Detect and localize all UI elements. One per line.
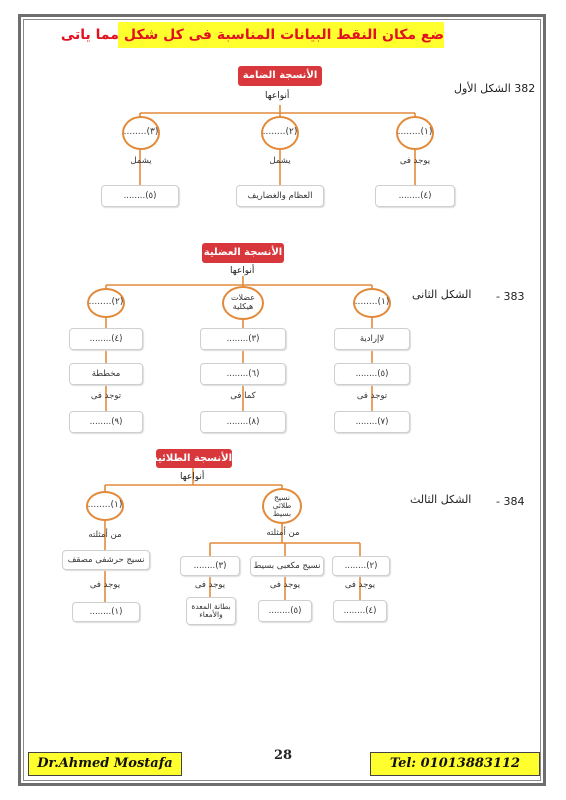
d1-circle-1: (١)........	[396, 116, 434, 150]
d3-answer-5: (٥)........	[258, 600, 312, 622]
question-382-label: 382 الشكل الأول	[454, 82, 536, 95]
author-box: Dr.Ahmed Mostafa	[28, 752, 182, 776]
d3-found-label-left: يوجد فى	[194, 580, 226, 590]
d3-example-3: (٣)........	[180, 556, 240, 576]
d1-edge-label-3: يشمل	[130, 156, 152, 166]
d2-row2-5: (٥)........	[334, 363, 410, 385]
d1-box-5: (٥)........	[101, 185, 179, 207]
d3-found-label-mid: يوجد فى	[269, 580, 301, 590]
d2-row3-9: (٩)........	[69, 411, 143, 433]
d2-row1-4: (٤)........	[69, 328, 143, 350]
d3-found-label-right: يوجد فى	[344, 580, 376, 590]
d2-edge-label-left: توجد فى	[90, 391, 122, 401]
d2-kinds-label: أنواعها	[230, 266, 255, 276]
d3-circle-1: (١)........	[86, 491, 124, 521]
d3-answer-stomach: بطانة المعدة والأمعاء	[186, 597, 236, 625]
d2-row2-striated: مخططة	[69, 363, 143, 385]
d3-answer-4: (٤)........	[333, 600, 387, 622]
d2-edge-label-right: توجد فى	[356, 391, 388, 401]
d3-example-2: (٢)........	[332, 556, 390, 576]
d2-edge-label-mid: كما فى	[230, 391, 256, 401]
d2-row1-involuntary: لاإرادية	[334, 328, 410, 350]
d3-right-edge-label: من أمثلته	[266, 528, 300, 538]
question-384-number: 384 -	[496, 495, 525, 508]
d1-box-bones: العظام والغضاريف	[236, 185, 324, 207]
d2-row3-8: (٨)........	[200, 411, 286, 433]
d2-row2-6: (٦)........	[200, 363, 286, 385]
d2-row1-3: (٣)........	[200, 328, 286, 350]
muscle-tissue-head: الأنسجة العضلية	[202, 243, 284, 263]
d3-kinds-label: أنواعها	[180, 472, 205, 482]
connective-tissue-head: الأنسجة الضامة	[238, 66, 322, 86]
question-384-label: الشكل الثالث	[410, 493, 472, 506]
d1-kinds-label: أنواعها	[265, 91, 290, 101]
d3-left-found-label: يوجد فى	[89, 580, 121, 590]
question-383-label: الشكل الثانى	[412, 288, 472, 301]
question-383-number: 383 -	[496, 290, 525, 303]
d1-edge-label-1: يوجد فى	[399, 156, 431, 166]
epithelial-tissue-head: الأنسجة الطلائية	[156, 449, 232, 468]
d3-example-cuboidal: نسيج مكعبى بسيط	[250, 556, 324, 576]
d3-circle-simple: نسيج طلائى بسيط	[262, 488, 302, 524]
d1-edge-label-2: يشمل	[269, 156, 291, 166]
phone-box: Tel: 01013883112	[370, 752, 540, 776]
d2-circle-1: (١)........	[353, 288, 391, 318]
d3-left-edge-label: من أمثلته	[88, 530, 122, 540]
d3-left-answer-1: (١)........	[72, 602, 140, 622]
page-title: ضع مكان النقط البيانات المناسبة فى كل شكل مما ياتى	[118, 22, 444, 48]
d2-circle-skeletal: عضلات هيكلية	[222, 286, 264, 320]
d2-circle-2: (٢)........	[87, 288, 125, 318]
d1-box-4: (٤)........	[375, 185, 455, 207]
page-number: 28	[273, 748, 293, 763]
d1-circle-3: (٣)........	[122, 116, 160, 150]
d2-row3-7: (٧)........	[334, 411, 410, 433]
d1-circle-2: (٢)........	[261, 116, 299, 150]
d3-left-example-box: نسيج حرشفى مصقف	[62, 550, 150, 570]
